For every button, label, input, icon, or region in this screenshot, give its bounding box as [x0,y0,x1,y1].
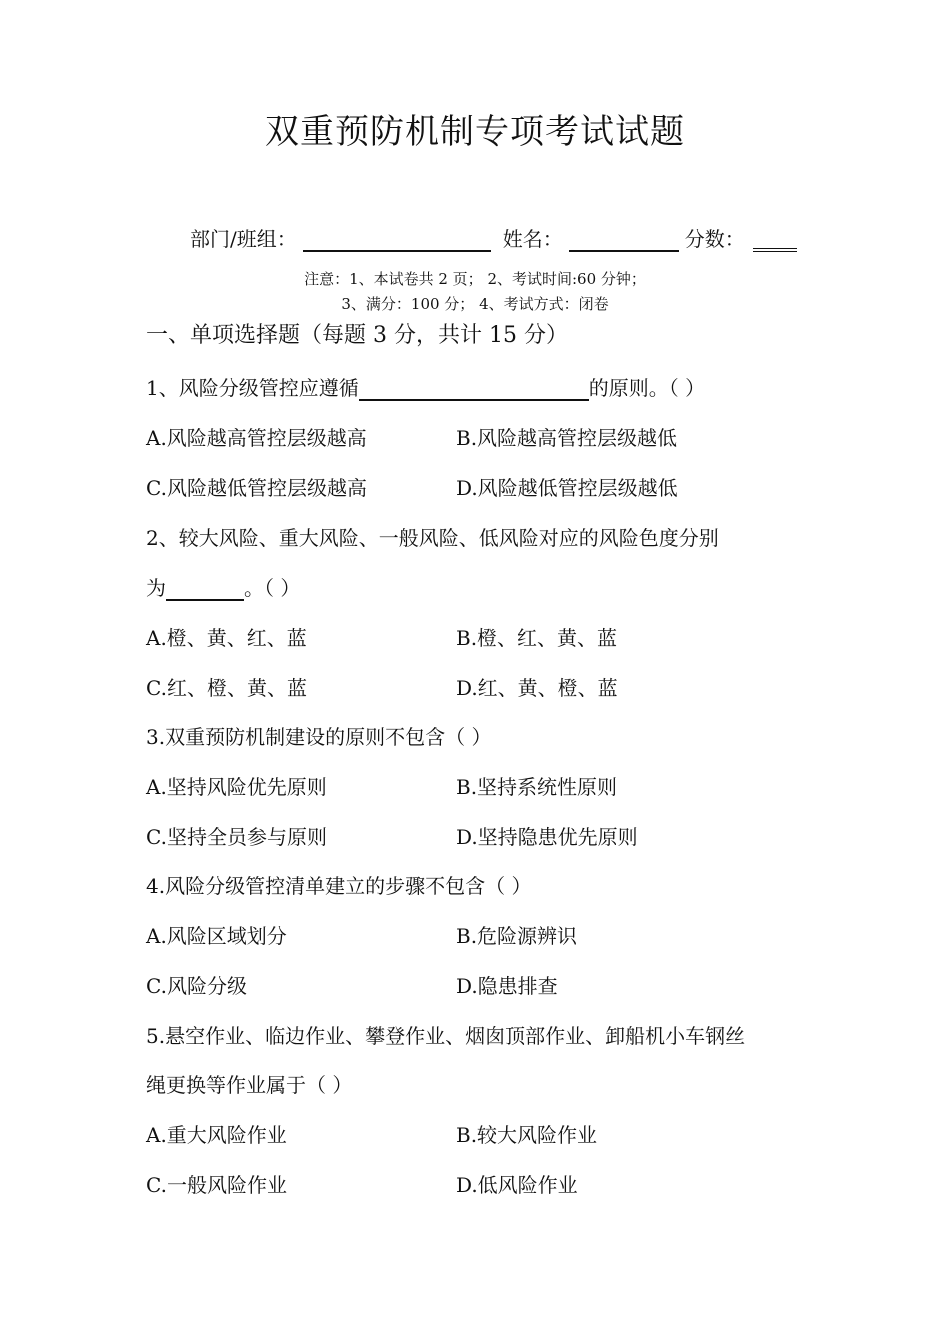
question-4-option-b: B.危险源辨识 [456,924,578,948]
dept-blank[interactable] [303,224,491,252]
question-4-option-d: D.隐患排查 [456,974,558,998]
question-5-stem-line1: 5.悬空作业、临边作业、攀登作业、烟囱顶部作业、卸船机小车钢丝 [146,1024,746,1048]
question-1-option-b: B.风险越高管控层级越低 [456,426,678,450]
question-4-option-a: A.风险区域划分 [146,924,287,948]
answer-blank[interactable] [359,377,589,401]
question-3-option-b: B.坚持系统性原则 [456,775,618,799]
score-blank[interactable] [753,222,797,252]
question-5-option-c: C.一般风险作业 [146,1173,287,1197]
question-1-option-c: C.风险越低管控层级越高 [146,476,367,500]
score-label: 分数： [684,227,745,251]
question-2-stem-line2: 为 。（ ） [146,576,301,600]
question-5-option-a: A.重大风险作业 [146,1123,287,1147]
question-1-stem: 1、风险分级管控应遵循 的原则。（ ） [146,376,706,400]
question-5-option-b: B.较大风险作业 [456,1123,598,1147]
question-3-option-a: A.坚持风险优先原则 [146,775,327,799]
question-2-option-b: B.橙、红、黄、蓝 [456,626,618,650]
question-1-option-d: D.风险越低管控层级越低 [456,476,678,500]
question-2-option-d: D.红、黄、橙、蓝 [456,676,618,700]
question-5-stem-line2: 绳更换等作业属于（ ） [146,1073,353,1097]
section-heading: 一、单项选择题（每题 3 分，共计 15 分） [146,323,568,348]
question-3-stem: 3.双重预防机制建设的原则不包含（ ） [146,725,492,749]
question-4-option-c: C.风险分级 [146,974,247,998]
info-row [190,222,797,252]
question-2-option-c: C.红、橙、黄、蓝 [146,676,307,700]
question-2-stem-line1: 2、较大风险、重大风险、一般风险、低风险对应的风险色度分别 [146,526,719,550]
dept-label: 部门/班组： [190,227,297,251]
page-title: 双重预防机制专项考试试题 [265,112,685,152]
question-4-stem: 4.风险分级管控清单建立的步骤不包含（ ） [146,874,532,898]
question-3-option-c: C.坚持全员参与原则 [146,825,327,849]
note-line-1: 注意：1、本试卷共 2 页； 2、考试时间:60 分钟； [304,270,646,288]
name-label: 姓名： [502,227,563,251]
name-blank[interactable] [569,224,679,252]
answer-blank[interactable] [166,577,244,601]
question-3-option-d: D.坚持隐患优先原则 [456,825,638,849]
question-2-option-a: A.橙、黄、红、蓝 [146,626,307,650]
question-1-option-a: A.风险越高管控层级越高 [146,426,367,450]
question-5-option-d: D.低风险作业 [456,1173,578,1197]
note-line-2: 3、满分：100 分； 4、考试方式：闭卷 [341,295,609,313]
